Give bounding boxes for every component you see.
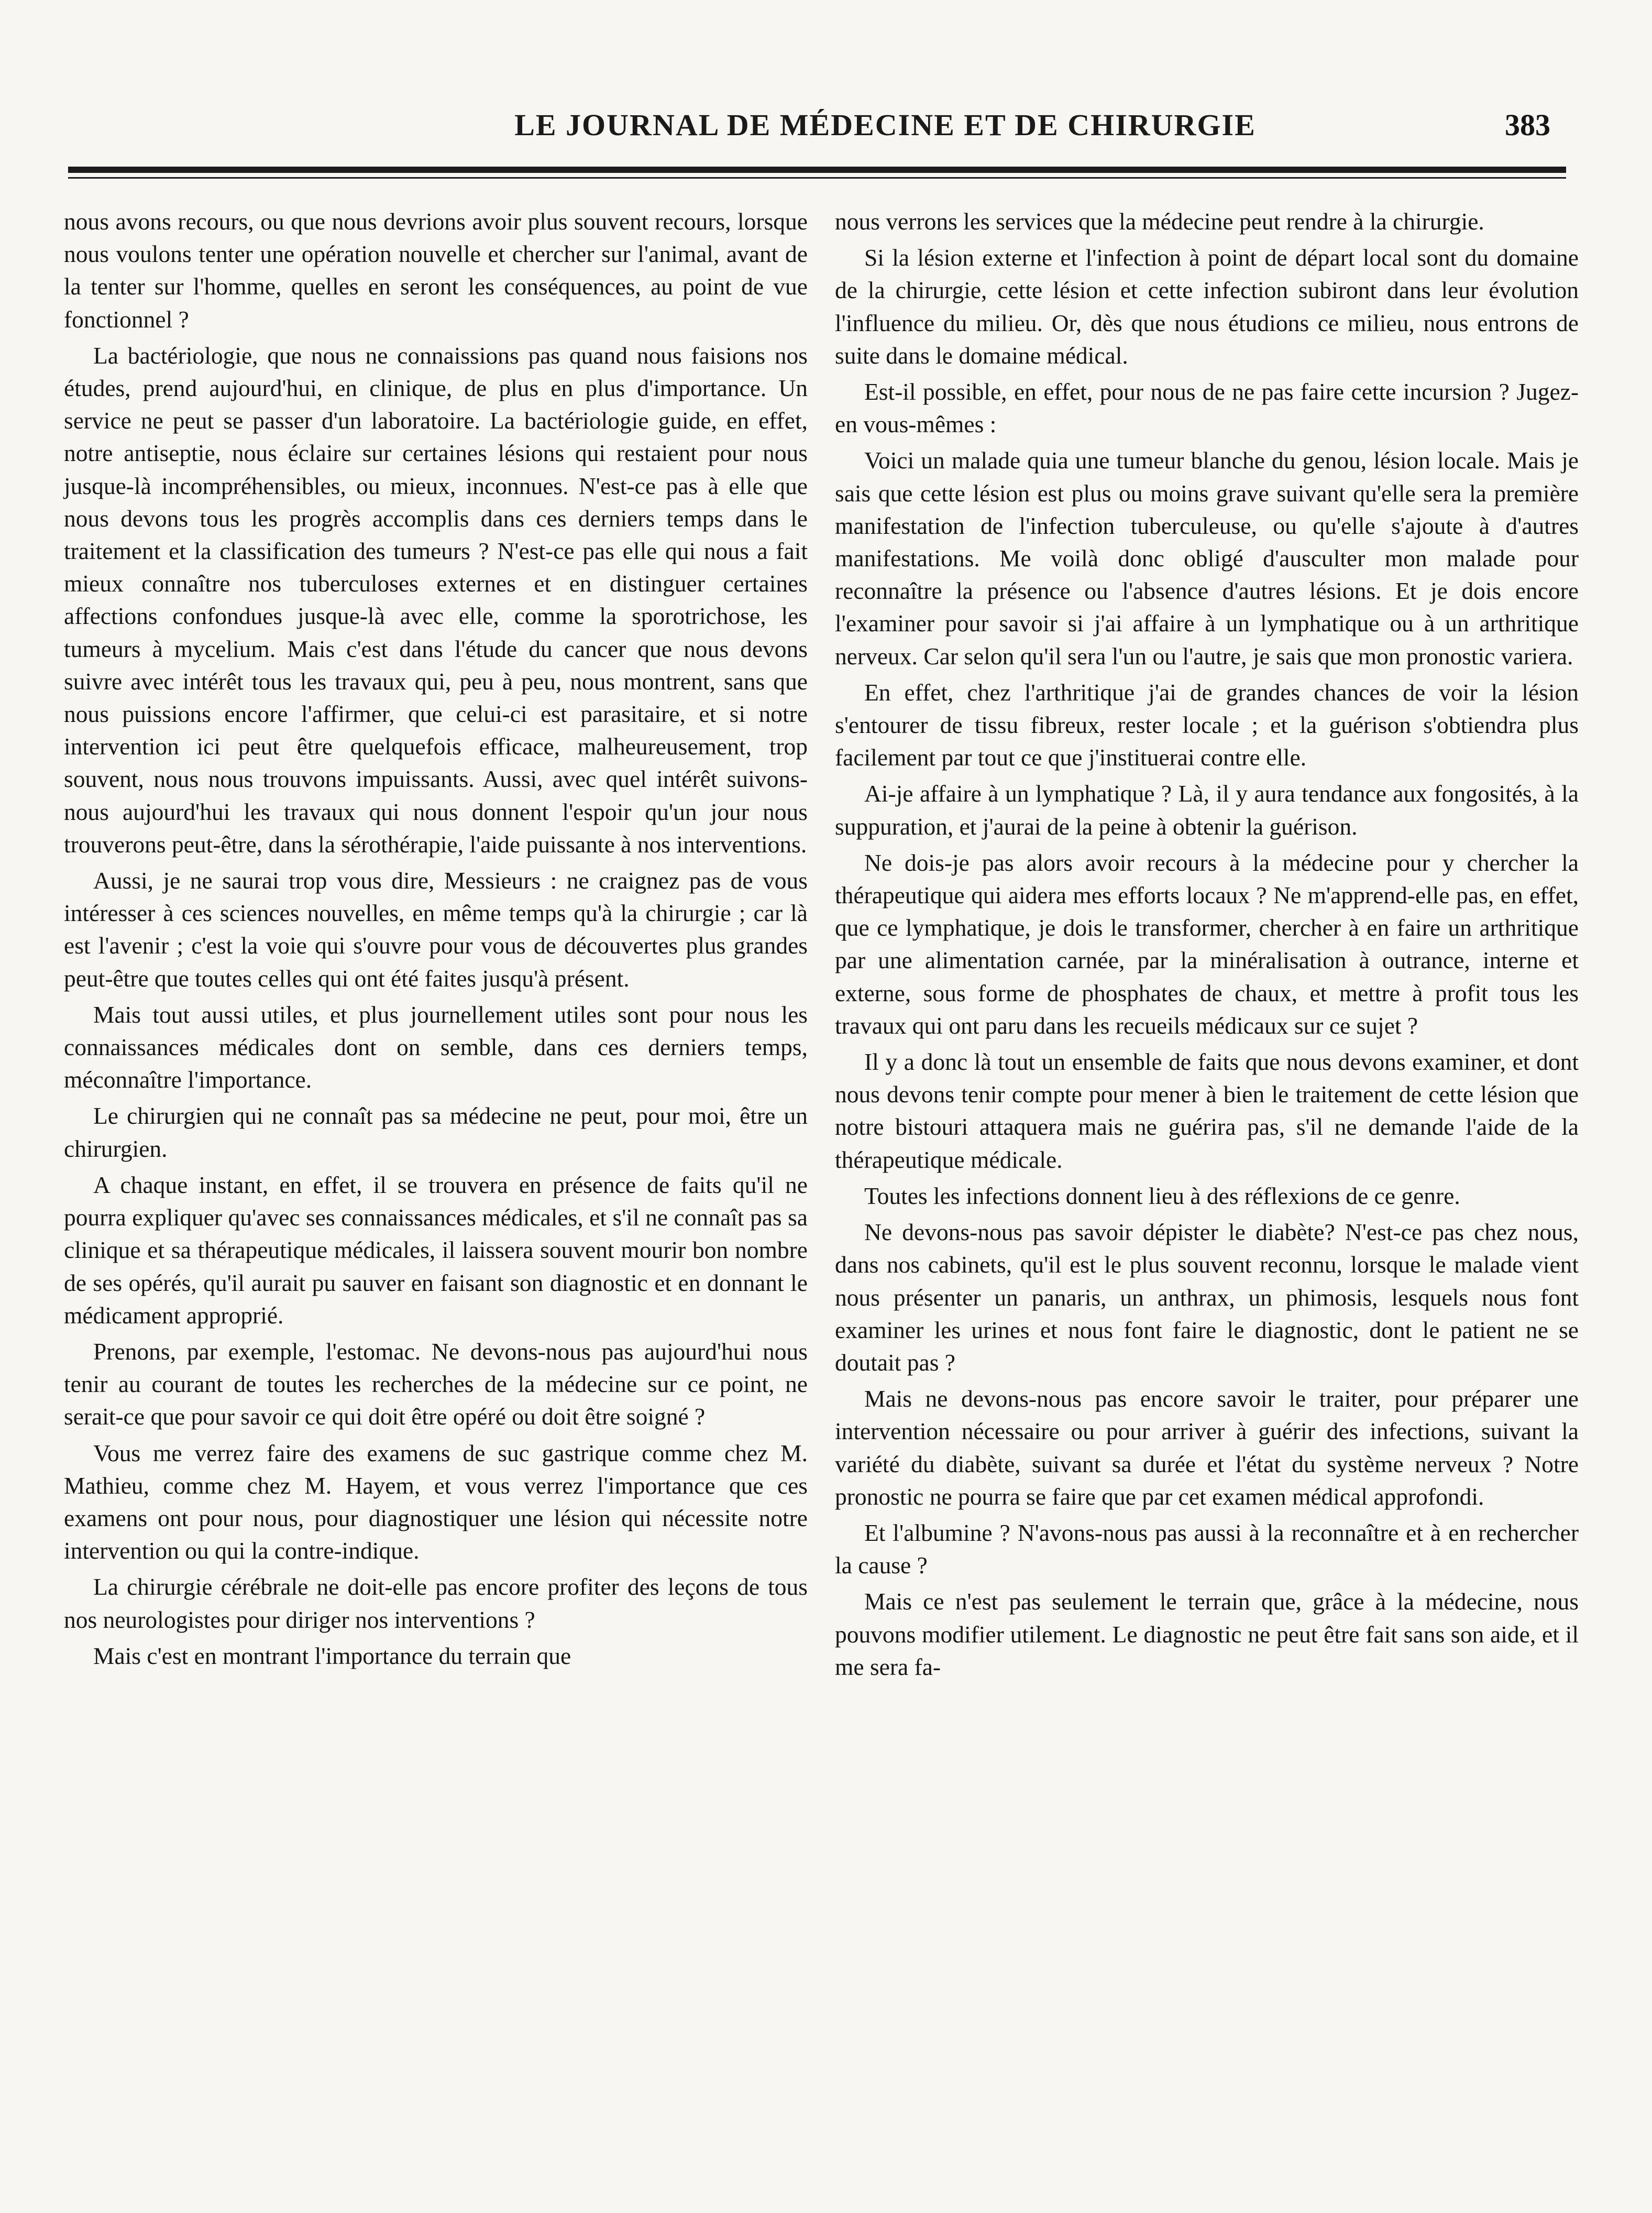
- paragraph: La bactériologie, que nous ne connaissions pas quand nous faisions nos études, prend aujourd'hui, en clinique, de plus en plus d'importance. Un service ne peut se passer d'un laboratoire. La bactériologie guide, en effet, notre antiseptie, nous éclaire sur certaines lésions qui restaient pour nous jusque-là incompréhensibles, ou mieux, inconnues. N'est-ce pas à elle que nous devons tous les progrès accomplis dans ces derniers temps dans le traitement et la classification des tumeurs ? N'est-ce pas elle qui nous a fait mieux connaître nos tuberculoses externes et en distinguer certaines affections confondues jusque-là avec elle, comme la sporotrichose, les tumeurs à mycelium. Mais c'est dans l'étude du cancer que nous devons suivre avec intérêt tous les travaux qui, peu à peu, nous montrent, sans que nous puissions encore l'affirmer, que celui-ci est parasitaire, et si notre intervention ici peut être quelquefois efficace, malheureusement, trop souvent, nous nous trouvons impuissants. Aussi, avec quel intérêt suivons-nous aujourd'hui les travaux qui nous donnent l'espoir qu'un jour nous trouverons peut-être, dans la sérothérapie, l'aide puissante à nos interventions.: [64, 342, 808, 858]
- paragraph: Aussi, je ne saurai trop vous dire, Messieurs : ne craignez pas de vous intéresser à ces sciences nouvelles, en même temps qu'à la chirurgie ; car là est l'avenir ; c'est la voie qui s'ouvre pour vous de découvertes plus grandes peut-être que toutes celles qui ont été faites jusqu'à présent.: [64, 867, 808, 992]
- paragraph: Si la lésion externe et l'infection à point de départ local sont du domaine de la chirurgie, cette lésion et cette infection subiront dans leur évolution l'influence du milieu. Or, dès que nous étudions ce milieu, nous entrons de suite dans le domaine médical.: [835, 244, 1579, 369]
- paragraph: Toutes les infections donnent lieu à des réflexions de ce genre.: [864, 1182, 1460, 1209]
- paragraph: Le chirurgien qui ne connaît pas sa médecine ne peut, pour moi, être un chirurgien.: [64, 1102, 808, 1162]
- page-header: [68, 107, 1566, 155]
- paragraph: Ne devons-nous pas savoir dépister le diabète? N'est-ce pas chez nous, dans nos cabinets, qu'il est le plus souvent reconnu, lorsque le malade vient nous présenter un panaris, un anthrax, un phimosis, lesquels nous font examiner les urines et nous font faire le diagnostic, dont le patient ne se doutait pas ?: [835, 1219, 1579, 1376]
- paragraph: Mais tout aussi utiles, et plus journellement utiles sont pour nous les connaissances médicales dont on semble, dans ces derniers temps, méconnaître l'importance.: [64, 1001, 808, 1093]
- header-rule-thin: [68, 177, 1566, 179]
- paragraph: Mais c'est en montrant l'importance du terrain que: [93, 1642, 571, 1669]
- paragraph: Il y a donc là tout un ensemble de faits que nous devons examiner, et dont nous devons tenir compte pour mener à bien le traitement de cette lésion que notre bistouri attaquera mais ne guérira pas, s'il ne demande l'aide de la thérapeutique médicale.: [835, 1048, 1579, 1173]
- paragraph: Ne dois-je pas alors avoir recours à la médecine pour y chercher la thérapeutique qui aidera mes efforts locaux ? Ne m'apprend-elle pas, en effet, que ce lymphatique, je dois le transformer, chercher à en faire un arthritique par une alimentation carnée, par la minéralisation à outrance, interne et externe, sous forme de phosphates de chaux, et mettre à profit tous les travaux qui ont paru dans les recueils médicaux sur ce sujet ?: [835, 849, 1579, 1039]
- paragraph: Voici un malade quia une tumeur blanche du genou, lésion locale. Mais je sais que cette lésion est plus ou moins grave suivant qu'elle sera la première manifestation de l'infection tuberculeuse, ou qu'elle s'ajoute à d'autres manifestations. Me voilà donc obligé d'ausculter mon malade pour reconnaître la présence ou l'absence d'autres lésions. Et je dois encore l'examiner pour savoir si j'ai affaire à un lymphatique ou à un arthritique nerveux. Car selon qu'il sera l'un ou l'autre, je sais que mon pronostic variera.: [835, 447, 1579, 670]
- paragraph: nous verrons les services que la médecine peut rendre à la chirurgie.: [835, 208, 1484, 235]
- text-column-right: [835, 205, 1579, 1687]
- paragraph: nous avons recours, ou que nous devrions avoir plus souvent recours, lorsque nous voulons tenter une opération nouvelle et chercher sur l'animal, avant de la tenter sur l'homme, quelles en seront les conséquences, au point de vue fonctionnel ?: [64, 208, 808, 333]
- text-column-left: [64, 205, 808, 1676]
- header-rule-thick: [68, 167, 1566, 173]
- paragraph: Est-il possible, en effet, pour nous de ne pas faire cette incursion ? Jugez-en vous-mêmes :: [835, 378, 1579, 438]
- paragraph: En effet, chez l'arthritique j'ai de grandes chances de voir la lésion s'entourer de tissu fibreux, rester locale ; et la guérison s'obtiendra plus facilement par tout ce que j'instituerai contre elle.: [835, 678, 1579, 771]
- paragraph: Mais ce n'est pas seulement le terrain que, grâce à la médecine, nous pouvons modifier utilement. Le diagnostic ne peut être fait sans son aide, et il me sera fa-: [835, 1588, 1579, 1680]
- paragraph: La chirurgie cérébrale ne doit-elle pas encore profiter des leçons de tous nos neurologistes pour diriger nos interventions ?: [64, 1573, 808, 1633]
- paragraph: Ai-je affaire à un lymphatique ? Là, il y aura tendance aux fongosités, à la suppuration, et j'aurai de la peine à obtenir la guérison.: [835, 780, 1579, 840]
- paragraph: Mais ne devons-nous pas encore savoir le traiter, pour préparer une intervention nécessaire ou pour arriver à guérir des infections, suivant la variété du diabète, suivant sa durée et l'état du système nerveux ? Notre pronostic ne pourra se faire que par cet examen médical approfondi.: [835, 1385, 1579, 1510]
- paragraph: Prenons, par exemple, l'estomac. Ne devons-nous pas aujourd'hui nous tenir au courant de toutes les recherches de la médecine sur ce point, ne serait-ce que pour savoir ce qui doit être opéré ou doit être soigné ?: [64, 1338, 808, 1430]
- paragraph: Et l'albumine ? N'avons-nous pas aussi à la reconnaître et à en rechercher la cause ?: [835, 1519, 1579, 1579]
- paragraph: A chaque instant, en effet, il se trouvera en présence de faits qu'il ne pourra expliquer qu'avec ses connaissances médicales, et s'il ne connaît pas sa clinique et sa thérapeutique médicales, il laissera souvent mourir bon nombre de ses opérés, qu'il aurait pu sauver en faisant son diagnostic et en donnant le médicament approprié.: [64, 1171, 808, 1329]
- page-number: 383: [1505, 108, 1550, 142]
- paragraph: Vous me verrez faire des examens de suc gastrique comme chez M. Mathieu, comme chez M. Hayem, et vous verrez l'importance que ces examens ont pour nous, pour diagnostiquer une lésion qui nécessite notre intervention ou qui la contre-indique.: [64, 1439, 808, 1564]
- running-title: LE JOURNAL DE MÉDECINE ET DE CHIRURGIE: [514, 108, 1256, 142]
